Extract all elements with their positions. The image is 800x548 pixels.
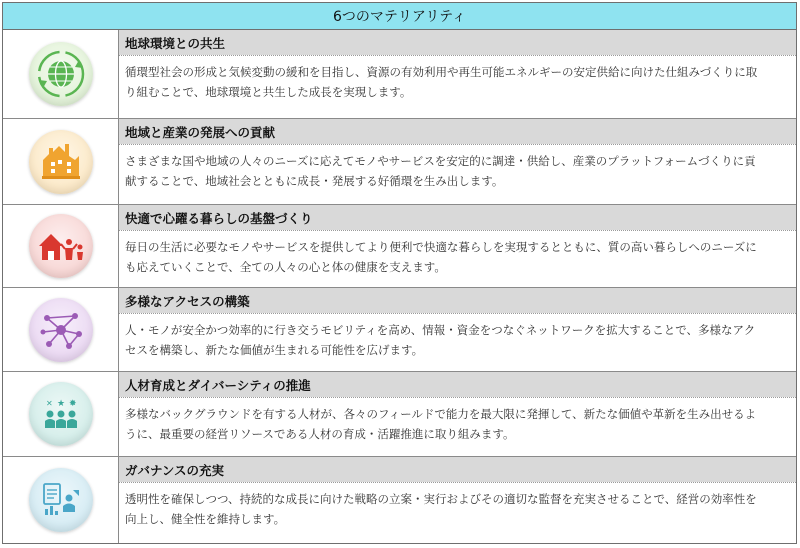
materiality-row-diversity xyxy=(3,372,796,457)
materiality-row-earth xyxy=(3,30,796,119)
family-home-icon xyxy=(29,214,93,278)
row-title: ガバナンスの充実 xyxy=(119,457,796,482)
governance-meeting-icon xyxy=(29,468,93,532)
row-description: 多様なバックグラウンドを有する人材が、各々のフィールドで能力を最大限に発揮して、新たな価値や革新を生み出せるよ うに、最重要の経営リソースである人材の育成・活躍推進に取り組みます。 xyxy=(119,397,796,456)
materiality-row-life xyxy=(3,205,796,288)
globe-recycle-icon xyxy=(29,42,93,106)
row-description: 人・モノが安全かつ効率的に行き交うモビリティを高め、情報・資金をつなぐネットワークを拡大することで、多様なアク セスを構築し、新たな価値が生まれる可能性を広げます。 xyxy=(119,313,796,371)
row-description: 循環型社会の形成と気候変動の緩和を目指し、資源の有効利用や再生可能エネルギーの安定供給に向けた仕組みづくりに取 り組むことで、地球環境と共生した成長を実現します。 xyxy=(119,55,796,118)
row-title: 快適で心躍る暮らしの基盤づくり xyxy=(119,205,796,230)
row-description: 毎日の生活に必要なモノやサービスを提供してより便利で快適な暮らしを実現するとともに、質の高い暮らしへのニーズに も応えていくことで、全ての人々の心と体の健康を支えます。 xyxy=(119,230,796,287)
row-description: さまざまな国や地域の人々のニーズに応えてモノやサービスを安定的に調達・供給し、産業のプラットフォームづくりに貢 献することで、地域社会とともに成長・発展する好循環を生み出します。 xyxy=(119,144,796,204)
row-description: 透明性を確保しつつ、持続的な成長に向けた戦略の立案・実行およびその適切な監督を充実させることで、経営の効率性を 向上し、健全性を維持します。 xyxy=(119,482,796,543)
materiality-table xyxy=(2,2,797,544)
svg-text:✕: ✕ xyxy=(45,399,53,408)
network-nodes-icon xyxy=(29,298,93,362)
svg-text:★: ★ xyxy=(56,399,65,409)
row-title: 人材育成とダイバーシティの推進 xyxy=(119,372,796,397)
row-title: 地球環境との共生 xyxy=(119,30,796,55)
materiality-row-industry xyxy=(3,119,796,205)
row-title: 多様なアクセスの構築 xyxy=(119,288,796,313)
materiality-row-governance xyxy=(3,457,796,543)
table-title: 6つのマテリアリティ xyxy=(3,3,796,30)
svg-text:✸: ✸ xyxy=(68,399,77,409)
people-stars-icon xyxy=(29,382,93,446)
row-title: 地域と産業の発展への貢献 xyxy=(119,119,796,144)
materiality-row-access xyxy=(3,288,796,372)
city-buildings-icon xyxy=(29,130,93,194)
